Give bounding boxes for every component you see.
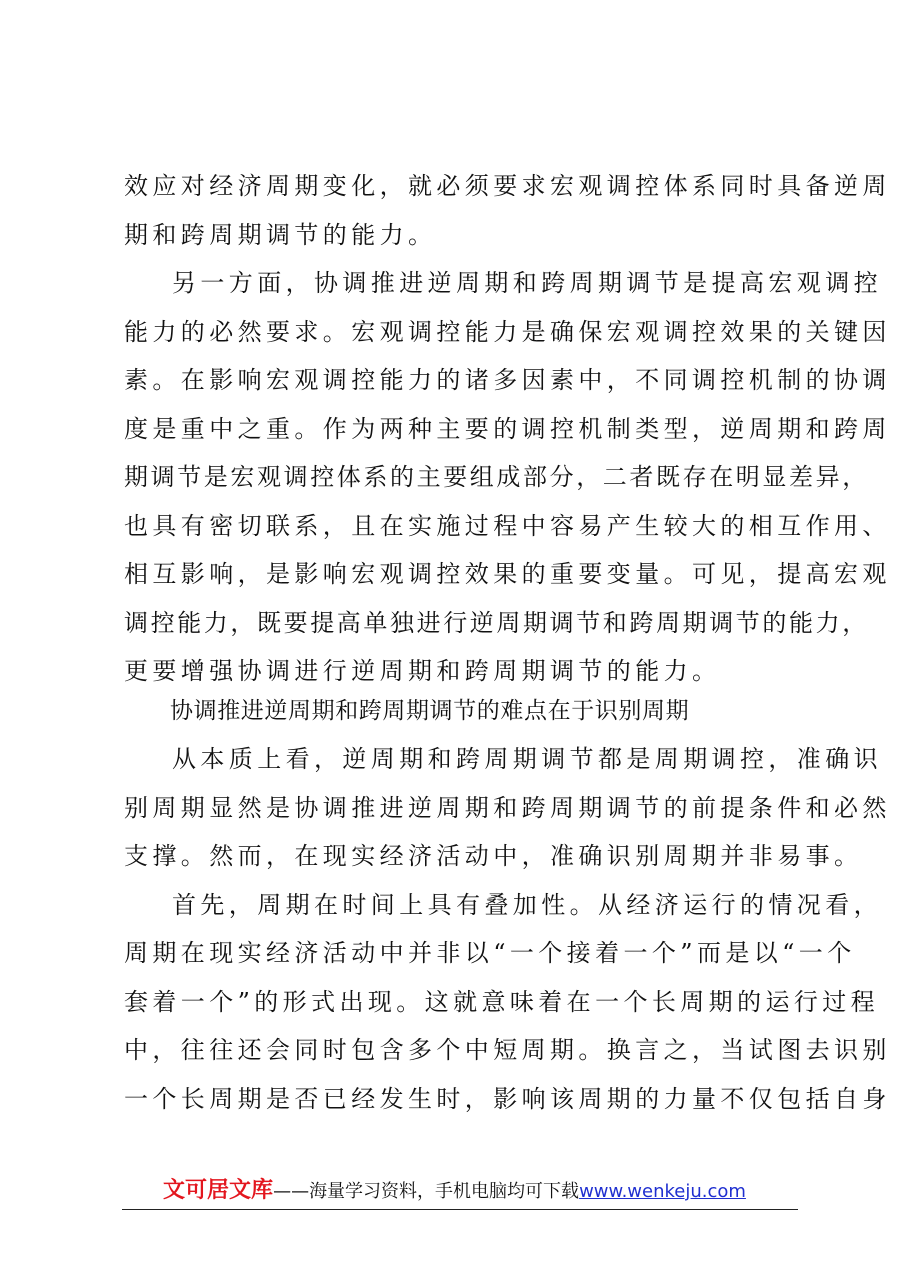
footer-divider [122, 1209, 798, 1210]
paragraph-first-line: 首先，周期在时间上具有叠加性。从经济运行的情况看， [172, 891, 882, 919]
footer-tagline: ——海量学习资料，手机电脑均可下载 [273, 1181, 580, 1202]
paragraph-first-line: 从本质上看，逆周期和跨周期调节都是周期调控，准确识 [172, 745, 882, 773]
brand-name: 文可居文库 [163, 1178, 274, 1203]
body-line: 更要增强协调进行逆周期和跨周期调节的能力。 [124, 657, 721, 685]
section-heading: 协调推进逆周期和跨周期调节的难点在于识别周期 [170, 698, 690, 724]
body-line: 度是重中之重。作为两种主要的调控机制类型，逆周期和跨周 [124, 415, 891, 443]
body-line: 套着一个”的形式出现。这就意味着在一个长周期的运行过程 [124, 988, 880, 1016]
body-line: 相互影响，是影响宏观调控效果的重要变量。可见，提高宏观 [124, 560, 891, 588]
body-line: 周期在现实经济活动中并非以“一个接着一个”而是以“一个 [124, 939, 856, 967]
body-line: 期和跨周期调节的能力。 [124, 221, 437, 249]
body-line: 调控能力，既要提高单独进行逆周期调节和跨周期调节的能力， [124, 609, 869, 637]
body-line: 效应对经济周期变化，就必须要求宏观调控体系同时具备逆周 [124, 172, 891, 200]
paragraph-first-line: 另一方面，协调推进逆周期和跨周期调节是提高宏观调控 [172, 269, 882, 297]
website-link[interactable]: www.wenkeju.com [579, 1181, 746, 1202]
body-line: 素。在影响宏观调控能力的诸多因素中，不同调控机制的协调 [124, 366, 891, 394]
body-line: 也具有密切联系，且在实施过程中容易产生较大的相互作用、 [124, 512, 891, 540]
body-line: 一个长周期是否已经发生时，影响该周期的力量不仅包括自身 [124, 1085, 891, 1113]
body-line: 期调节是宏观调控体系的主要组成部分，二者既存在明显差异， [124, 463, 869, 491]
body-line: 支撑。然而，在现实经济活动中，准确识别周期并非易事。 [124, 842, 863, 870]
page-footer [0, 1176, 909, 1207]
body-line: 别周期显然是协调推进逆周期和跨周期调节的前提条件和必然 [124, 794, 891, 822]
body-line: 能力的必然要求。宏观调控能力是确保宏观调控效果的关键因 [124, 318, 891, 346]
body-line: 中，往往还会同时包含多个中短周期。换言之，当试图去识别 [124, 1036, 891, 1064]
